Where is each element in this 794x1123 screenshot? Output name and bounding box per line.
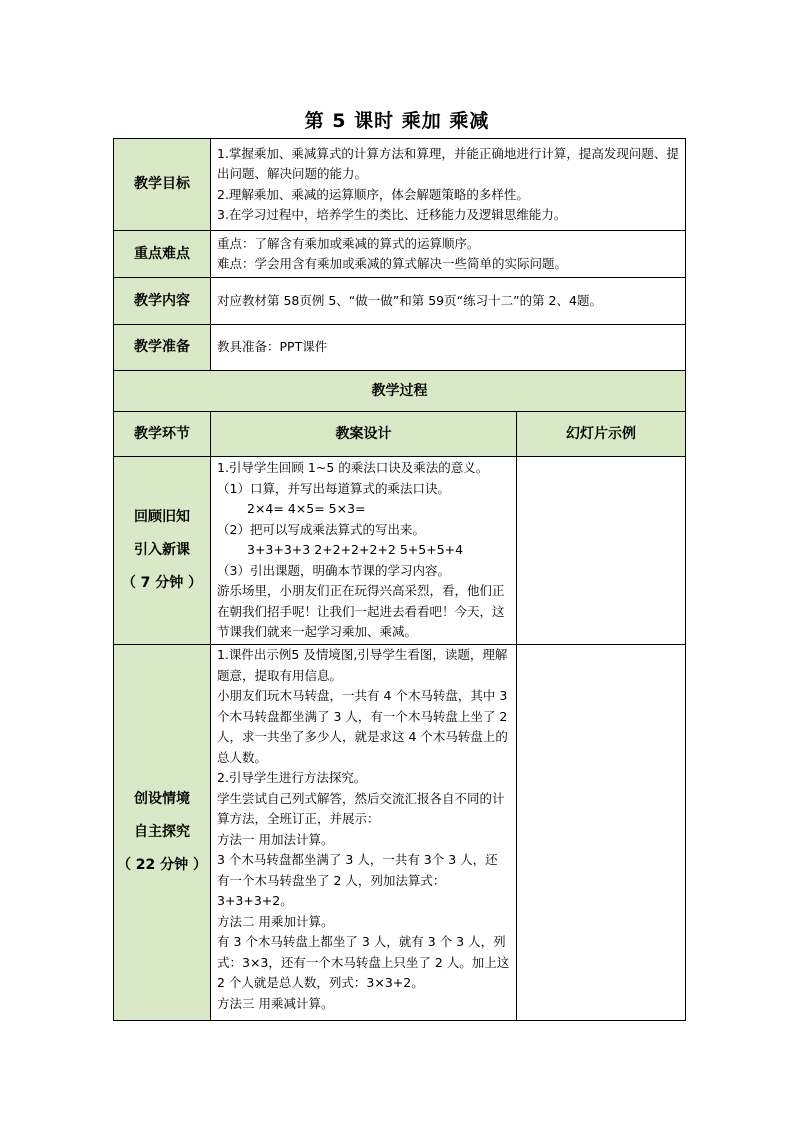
stage1-row bbox=[114, 457, 686, 645]
content-label: 教学内容 bbox=[114, 278, 211, 325]
stage2-name-line: 自主探究 bbox=[134, 824, 190, 840]
stage2-name-line: （ 22 分钟 ） bbox=[116, 857, 208, 873]
stage2-line: 1.课件出示例5 及情境图,引导学生看图，读题，理解题意，提取有用信息。 bbox=[217, 647, 508, 683]
stage1-name-line: 回顾旧知 bbox=[134, 509, 190, 525]
content-row bbox=[114, 278, 686, 325]
objective-line: 3.在学习过程中，培养学生的类比、迁移能力及逻辑思维能力。 bbox=[217, 207, 567, 222]
page-title: 第 5 课时 乘加 乘减 bbox=[304, 110, 490, 132]
stage1-line: （2）把可以写成乘法算式的写出来。 bbox=[217, 521, 425, 537]
objectives-content bbox=[211, 139, 686, 231]
stage1-line: （3）引出课题，明确本节课的学习内容。 bbox=[217, 562, 450, 578]
objective-line: 2.理解乘加、乘减的运算顺序，体会解题策略的多样性。 bbox=[217, 186, 529, 202]
stage2-line: 有 3 个木马转盘上都坐了 3 人，就有 3 个 3 人，列式：3×3，还有一个木马转盘上只坐了 2 人。加上这 2 个人就是总人数，列式：3×3+2。 bbox=[217, 934, 510, 990]
process-title: 教学过程 bbox=[114, 371, 686, 412]
stage2-slides bbox=[517, 645, 686, 1021]
stage2-name-line: 创设情境 bbox=[134, 791, 190, 807]
preparation-label: 教学准备 bbox=[114, 325, 211, 371]
objectives-label: 教学目标 bbox=[114, 139, 211, 231]
stage1-design bbox=[211, 457, 517, 645]
stage1-line: （1）口算，并写出每道算式的乘法口诀。 bbox=[217, 480, 450, 496]
stage2-line: 小朋友们玩木马转盘，一共有 4 个木马转盘，其中 3 个木马转盘都坐满了 3 人，有一个木马转盘上坐了 2 人，求一共坐了多少人，就是求这 4 个木马转盘上的总人数。 bbox=[217, 688, 508, 765]
column-header-slides: 幻灯片示例 bbox=[517, 412, 686, 457]
content-text bbox=[211, 278, 686, 325]
stage1-line: 3+3+3+3 2+2+2+2+2 5+5+5+4 bbox=[247, 542, 464, 558]
stage2-design bbox=[211, 645, 517, 1021]
stage1-name-line: （ 7 分钟 ） bbox=[121, 575, 203, 591]
stage2-line: 学生尝试自己列式解答，然后交流汇报各自不同的计算方法，全班订正，并展示： bbox=[217, 790, 505, 826]
stage2-name bbox=[114, 645, 211, 1021]
preparation-text bbox=[211, 325, 686, 371]
stage2-line: 方法一 用加法计算。 bbox=[217, 831, 334, 847]
process-title-row bbox=[114, 371, 686, 412]
key-point-line: 重点：了解含有乘加或乘减的算式的运算顺序。 bbox=[217, 235, 480, 251]
stage2-line: 2.引导学生进行方法探究。 bbox=[217, 770, 367, 785]
objectives-row bbox=[114, 139, 686, 231]
key-points-content bbox=[211, 231, 686, 278]
content-line: 对应教材第 58页例 5、“做一做”和第 59页“练习十二”的第 2、4题。 bbox=[217, 292, 602, 308]
stage2-line: 3 个木马转盘都坐满了 3 人，一共有 3个 3 人，还有一个木马转盘坐了 2 人，列加法算式：3+3+3+2。 bbox=[217, 852, 498, 908]
preparation-row bbox=[114, 325, 686, 371]
preparation-line: 教具准备：PPT课件 bbox=[217, 339, 328, 355]
column-header-design: 教案设计 bbox=[211, 412, 517, 457]
stage1-name bbox=[114, 457, 211, 645]
stage1-name-line: 引入新课 bbox=[134, 542, 190, 558]
column-header-row bbox=[114, 412, 686, 457]
stage2-row bbox=[114, 645, 686, 1021]
column-header-stage: 教学环节 bbox=[114, 412, 211, 457]
stage1-line: 2×4= 4×5= 5×3= bbox=[247, 501, 366, 517]
key-point-line: 难点：学会用含有乘加或乘减的算式解决一些简单的实际问题。 bbox=[217, 256, 568, 271]
stage1-line: 1.引导学生回顾 1~5 的乘法口诀及乘法的意义。 bbox=[217, 460, 489, 476]
stage1-slides bbox=[517, 457, 686, 645]
stage1-line: 游乐场里，小朋友们正在玩得兴高采烈，看，他们正在朝我们招手呢！让我们一起进去看看吧！今天，这节课我们就来一起学习乘加、乘减。 bbox=[217, 583, 505, 640]
stage2-line: 方法三 用乘减计算。 bbox=[217, 995, 334, 1011]
lesson-plan-table bbox=[113, 138, 686, 1021]
stage2-line: 方法二 用乘加计算。 bbox=[217, 913, 334, 929]
key-points-row bbox=[114, 231, 686, 278]
objective-line: 1.掌握乘加、乘减算式的计算方法和算理，并能正确地进行计算，提高发现问题、提出问题、解决问题的能力。 bbox=[217, 145, 679, 181]
key-points-label: 重点难点 bbox=[114, 231, 211, 278]
